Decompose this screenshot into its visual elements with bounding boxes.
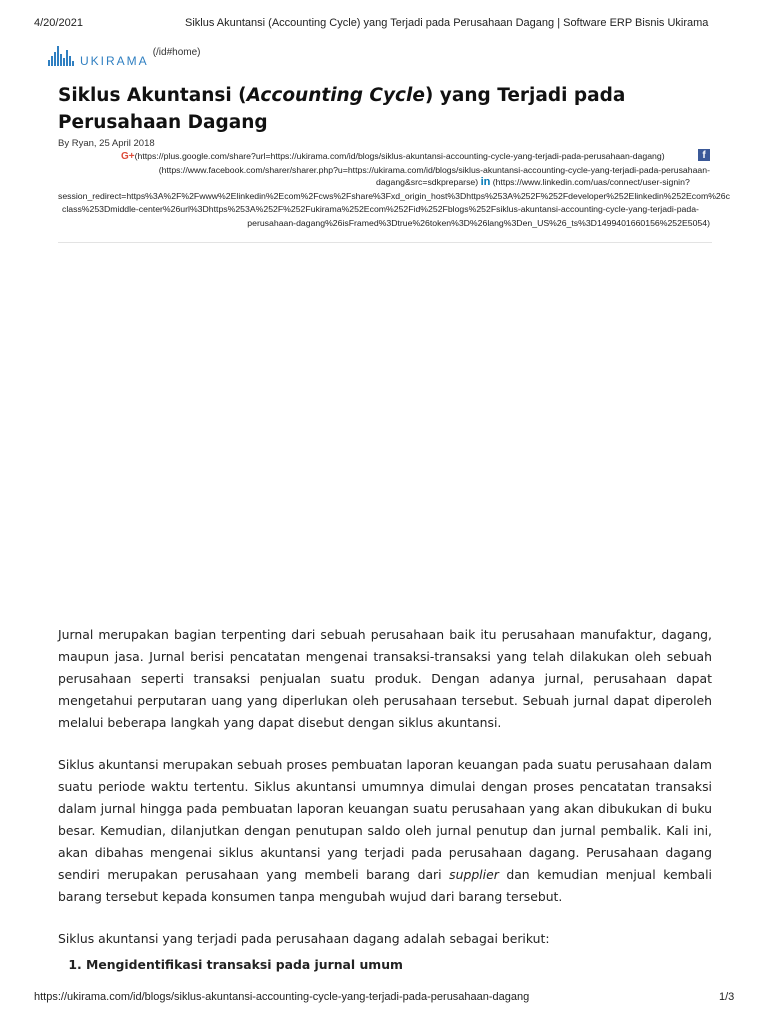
list-item: 1. Mengidentifikasi transaksi pada jurnal umum [86, 954, 712, 976]
facebook-icon[interactable]: f [698, 149, 710, 161]
article-byline: By Ryan, 25 April 2018 [58, 138, 155, 149]
share-linkedin-url-1: (https://www.linkedin.com/uas/connect/user-signin? [492, 177, 690, 187]
paragraph-2-italic: supplier [449, 867, 499, 882]
print-date: 4/20/2021 [34, 17, 83, 29]
ukirama-logo[interactable] [48, 44, 149, 66]
site-header [48, 44, 201, 66]
title-italic: Accounting Cycle [246, 85, 425, 106]
share-linkedin-line-3[interactable] [62, 204, 699, 215]
print-page-title: Siklus Akuntansi (Accounting Cycle) yang Terjadi pada Perusahaan Dagang | Software ERP Bisnis Ukirama [185, 17, 709, 29]
share-facebook-url-1: (https://www.facebook.com/sharer/sharer.php?u=https://ukirama.com/id/blogs/siklus-akuntansi-accounting-cycle-yang-terjadi-pada-perusahaan- [158, 165, 710, 175]
google-plus-icon: G+ [121, 151, 135, 162]
paragraph-2 [58, 754, 712, 908]
share-linkedin-line-2[interactable] [58, 191, 730, 202]
logo-wordmark: UKIRAMA [80, 54, 149, 68]
share-facebook-url-2: dagang&src=sdkpreparse) [376, 177, 479, 187]
share-linkedin-line-4[interactable] [247, 218, 710, 229]
share-linkedin-url-4: perusahaan-dagang%26isFramed%3Dtrue%26token%3D%26lang%3Den_US%26_ts%3D1499401660156%252E5054) [247, 218, 710, 228]
print-url: https://ukirama.com/id/blogs/siklus-akuntansi-accounting-cycle-yang-terjadi-pada-perusahaan-dagang [34, 991, 530, 1003]
share-facebook-link[interactable] [159, 165, 710, 176]
share-linkedin-url-2: session_redirect=https%3A%2F%2Fwww%2Elinkedin%2Ecom%2Fcws%2Fshare%3Fxd_origin_host%3Dhttps%253A%252F%252Fdeveloper%252Elinkedin%252Ecom%26c [58, 191, 730, 201]
home-link[interactable]: (/id#home) [152, 47, 201, 58]
share-facebook-link-cont[interactable] [376, 177, 690, 188]
article-title [58, 82, 698, 136]
share-google-url: (https://plus.google.com/share?url=https://ukirama.com/id/blogs/siklus-akuntansi-accounting-cycle-yang-terjadi-pada-perusahaan-dagang) [134, 151, 665, 161]
share-google-link[interactable] [121, 151, 665, 162]
paragraph-1: Jurnal merupakan bagian terpenting dari sebuah perusahaan baik itu perusahaan manufaktur, dagang, maupun jasa. Jurnal berisi pencatatan mengenai transaksi-transaksi yang telah dilakukan oleh sebuah perusahaan seperti transaksi penjualan suatu produk. Dengan adanya jurnal, perusahaan dapat mengetahui perputaran uang yang diperlukan oleh perusahaan tersebut. Sebuah jurnal dapat diperoleh melalui beberapa langkah yang dapat disebut dengan siklus akuntansi. [58, 627, 712, 730]
logo-bars-icon [48, 44, 75, 66]
page-number: 1/3 [719, 991, 735, 1003]
paragraph-3: Siklus akuntansi yang terjadi pada perusahaan dagang adalah sebagai berikut: [58, 931, 550, 946]
share-linkedin-url-3: class%253Dmiddle-center%26url%3Dhttps%253A%252F%252Fukirama%252Ecom%252Fid%252Fblogs%252Fsiklus-akuntansi-accounting-cycle-yang-terjadi-pada- [62, 204, 699, 214]
linkedin-icon[interactable]: in [480, 176, 491, 188]
article-body [58, 624, 712, 976]
steps-list [58, 954, 712, 976]
header-divider [58, 242, 712, 243]
title-part-2: ) yang Terjadi pada Perusahaan Dagang [58, 85, 626, 133]
paragraph-2-part-2: dan kemudian menjual kembali barang tersebut kepada konsumen tanpa mengubah wujud dari barang tersebut. [58, 867, 712, 904]
title-part-1: Siklus Akuntansi ( [58, 85, 247, 106]
paragraph-2-part-1: Siklus akuntansi merupakan sebuah proses pembuatan laporan keuangan pada suatu perusahaan dalam suatu periode waktu tertentu. Siklus akuntansi umumnya dimulai dengan proses pencatatan transaksi dalam jurnal hingga pada pembuatan laporan keuangan suatu perusahaan yang akan dibukukan di buku besar. Kemudian, dilanjutkan dengan penutupan saldo oleh jurnal penutup dan jurnal pembalik. Kali ini, akan dibahas mengenai siklus akuntansi yang terjadi pada perusahaan dagang. Perusahaan dagang sendiri merupakan perusahaan yang membeli barang dari [58, 757, 712, 882]
